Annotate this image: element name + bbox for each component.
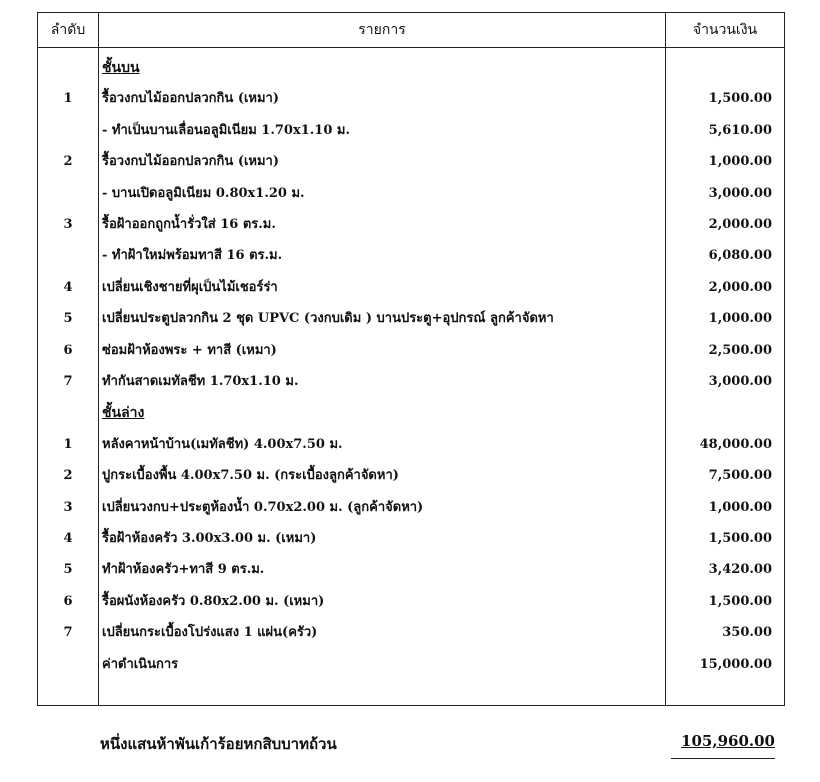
row-description: ค่าดำเนินการ: [102, 656, 179, 672]
items-table: [37, 12, 785, 706]
row-amount: 1,500.00: [708, 531, 772, 546]
row-description: - ทำเป็นบานเลื่อนอลูมิเนียม 1.70x1.10 ม.: [102, 122, 350, 138]
section-title: ชั้นบน: [102, 60, 140, 76]
row-amount: 2,000.00: [708, 279, 772, 295]
row-amount: 15,000.00: [699, 656, 772, 672]
section-heading-row: [38, 57, 784, 79]
row-amount: 1,500.00: [708, 91, 772, 107]
row-description: เปลี่ยนวงกบ+ประตูห้องน้ำ 0.70x2.00 ม. (ลูกค้าจัดหา): [102, 499, 424, 515]
row-number: 7: [63, 625, 73, 641]
table-row: [38, 434, 784, 456]
row-number: 1: [63, 436, 73, 452]
row-number: 5: [63, 311, 73, 327]
row-number: 6: [63, 342, 73, 358]
row-number: 1: [63, 91, 73, 107]
table-row: [38, 559, 784, 581]
row-amount: 7,500.00: [708, 468, 772, 484]
header-no: ลำดับ: [50, 22, 86, 38]
row-number: 2: [63, 154, 73, 170]
row-amount: 3,000.00: [708, 374, 772, 389]
row-amount: 6,080.00: [708, 248, 772, 264]
row-description: เปลี่ยนเชิงชายที่ผุเป็นไม้เชอร์ร่า: [102, 279, 278, 295]
table-row: [38, 151, 784, 173]
row-description: หลังคาหน้าบ้าน(เมทัลชีท) 4.00x7.50 ม.: [102, 436, 343, 452]
row-number: 5: [63, 562, 73, 578]
row-description: รื้อวงกบไม้ออกปลวกกิน (เหมา): [102, 91, 280, 107]
table-row: [38, 214, 784, 236]
row-description: รื้อฝ้าห้องครัว 3.00x3.00 ม. (เหมา): [102, 531, 317, 546]
row-amount: 1,000.00: [708, 499, 772, 515]
table-row: [38, 88, 784, 110]
table-row: [38, 371, 784, 393]
row-description: รื้อฝ้าออกถูกน้ำรั่วใส่ 16 ตร.ม.: [102, 217, 276, 232]
header-item: รายการ: [358, 22, 406, 38]
row-amount: 1,500.00: [708, 593, 772, 609]
row-number: 6: [63, 593, 73, 609]
row-number: 4: [63, 531, 73, 546]
row-amount: 1,000.00: [708, 311, 772, 327]
table-row: [38, 245, 784, 267]
table-row: [38, 277, 784, 299]
table-row: [38, 340, 784, 362]
row-amount: 3,000.00: [708, 185, 772, 201]
row-number: 3: [63, 499, 73, 515]
row-number: 4: [63, 279, 73, 295]
table-row: [38, 654, 784, 676]
row-amount: 5,610.00: [708, 122, 772, 138]
row-description: - บานเปิดอลูมิเนียม 0.80x1.20 ม.: [102, 185, 305, 201]
section-title: ชั้นล่าง: [102, 405, 145, 422]
table-row: [38, 497, 784, 519]
table-row: [38, 183, 784, 205]
total-underline: [671, 758, 775, 759]
row-description: - ทำฝ้าใหม่พร้อมทาสี 16 ตร.ม.: [102, 248, 283, 264]
row-description: ทำกันสาดเมทัลชีท 1.70x1.10 ม.: [102, 374, 299, 389]
header-amount: จำนวนเงิน: [692, 22, 758, 38]
row-amount: 1,000.00: [708, 154, 772, 170]
row-number: 3: [63, 217, 73, 232]
row-amount: 2,000.00: [708, 217, 772, 232]
row-description: ซ่อมฝ้าห้องพระ + ทาสี (เหมา): [102, 342, 277, 358]
row-description: เปลี่ยนประตูปลวกกิน 2 ชุด UPVC (วงกบเดิม ) บานประตู+อุปกรณ์ ลูกค้าจัดหา: [102, 311, 554, 327]
header-divider: [38, 47, 784, 48]
table-row: [38, 120, 784, 142]
table-row: [38, 622, 784, 644]
row-amount: 3,420.00: [708, 562, 772, 578]
table-row: [38, 591, 784, 613]
total-amount: 105,960.00: [681, 732, 775, 750]
row-amount: 48,000.00: [699, 436, 772, 452]
row-description: ทำฝ้าห้องครัว+ทาสี 9 ตร.ม.: [102, 562, 265, 578]
table-row: [38, 528, 784, 550]
row-description: ปูกระเบื้องพื้น 4.00x7.50 ม. (กระเบื้องลูกค้าจัดหา): [102, 468, 399, 484]
row-description: รื้อผนังห้องครัว 0.80x2.00 ม. (เหมา): [102, 593, 325, 609]
section-heading-row: [38, 402, 784, 424]
row-number: 7: [63, 374, 73, 389]
table-row: [38, 308, 784, 330]
table-row: [38, 465, 784, 487]
row-amount: 350.00: [722, 625, 772, 641]
row-number: 2: [63, 468, 73, 484]
total-in-words: หนึ่งแสนห้าพันเก้าร้อยหกสิบบาทถ้วน: [100, 735, 337, 753]
row-description: รื้อวงกบไม้ออกปลวกกิน (เหมา): [102, 154, 280, 170]
row-amount: 2,500.00: [708, 342, 772, 358]
row-description: เปลี่ยนกระเบื้องโปร่งแสง 1 แผ่น(ครัว): [102, 625, 318, 641]
